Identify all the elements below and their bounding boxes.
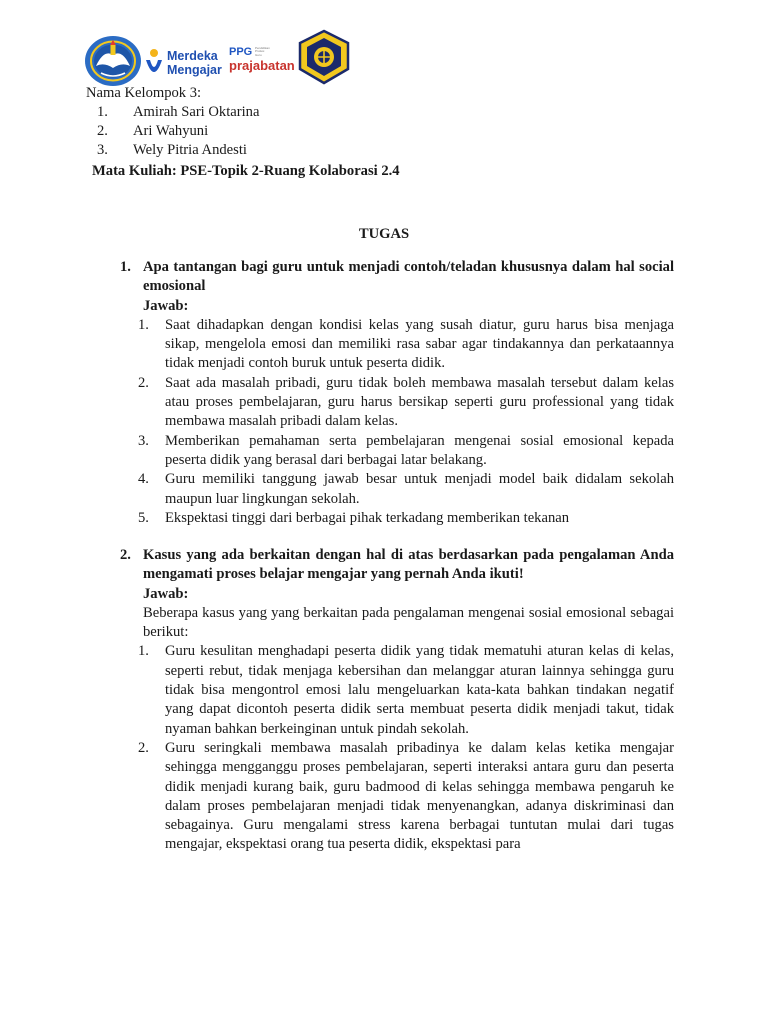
member-name: Wely Pitria Andesti xyxy=(133,142,247,158)
member-number: 1. xyxy=(97,104,108,120)
university-crest-logo xyxy=(296,29,352,85)
ppg-small-label: Pendidikan Profesi Guru xyxy=(255,46,270,57)
ppg-prajabatan-logo xyxy=(229,46,297,80)
question-text: Apa tantangan bagi guru untuk menjadi contoh/teladan khususnya dalam hal social emosional xyxy=(143,259,674,295)
ppg-label: PPG xyxy=(229,46,253,58)
answer-item xyxy=(138,374,674,432)
tut-wuri-handayani-logo xyxy=(84,35,142,87)
answer-number: 2. xyxy=(138,374,149,391)
group-title: Nama Kelompok 3: xyxy=(86,85,202,101)
answer-text: Saat ada masalah pribadi, guru tidak boleh membawa masalah tersebut dalam kelas atau proses pembelajaran, guru harus bersikap seperti guru professional yang tidak membawa masalah pribadi dalam kelas. xyxy=(165,374,674,430)
merdeka-mengajar-logo xyxy=(144,48,224,82)
answer-text: Guru kesulitan menghadapi peserta didik yang tidak mematuhi aturan kelas di kelas, seperti rebut, tidak menjaga kebersihan dan melanggar aturan lainnya sehingga guru tidak bisa mengontrol emosi lalu mengeluarkan kata-kata bahkan tindakan negatif yang dapat dicontoh peserta didik serta membuat peserta didik menjadi takut, tidak nyaman bahkan berkeinginan untuk pindah sekolah. xyxy=(165,643,674,737)
section-heading: TUGAS xyxy=(358,226,410,242)
member-number: 3. xyxy=(97,142,108,158)
answer-number: 4. xyxy=(138,471,149,488)
question-body xyxy=(138,546,674,855)
answer-number: 3. xyxy=(138,432,149,449)
member-item xyxy=(86,103,686,122)
answer-intro: Beberapa kasus yang yang berkaitan pada pengalaman mengenai sosial emosional sebagai berikut: xyxy=(143,604,674,641)
member-name: Ari Wahyuni xyxy=(133,123,209,139)
answer-number: 2. xyxy=(138,739,149,756)
answer-label: Jawab: xyxy=(143,297,189,314)
answer-number: 5. xyxy=(138,509,149,526)
answer-item xyxy=(138,642,674,738)
prajabatan-label: prajabatan xyxy=(229,58,295,73)
course-title: Mata Kuliah: PSE-Topik 2-Ruang Kolaborasi 2.4 xyxy=(92,163,400,179)
member-name: Amirah Sari Oktarina xyxy=(133,104,260,120)
logo-bar xyxy=(84,29,356,87)
merdeka-label: Merdeka xyxy=(167,49,218,63)
answer-text: Memberikan pemahaman serta pembelajaran mengenai sosial emosional kepada peserta didik yang berasal dari berbagai latar belakang. xyxy=(165,432,674,468)
mengajar-label: Mengajar xyxy=(167,63,222,77)
answer-number: 1. xyxy=(138,316,149,333)
merdeka-mengajar-icon xyxy=(144,48,164,80)
answer-text: Ekspektasi tinggi dari berbagai pihak terkadang memberikan tekanan xyxy=(165,509,570,526)
answer-list xyxy=(138,316,674,528)
answer-item xyxy=(138,470,674,509)
answer-item xyxy=(138,432,674,471)
question-number: 2. xyxy=(120,547,131,563)
member-number: 2. xyxy=(97,123,108,139)
answer-item xyxy=(138,316,674,374)
question-body xyxy=(138,258,674,528)
group-info xyxy=(86,84,686,160)
answer-item xyxy=(138,509,674,528)
answer-number: 1. xyxy=(138,643,149,660)
answer-list xyxy=(138,642,674,854)
answer-text: Guru memiliki tanggung jawab besar untuk menjadi model baik didalam sekolah maupun luar lingkungan sekolah. xyxy=(165,471,674,507)
question-text: Kasus yang ada berkaitan dengan hal di atas berdasarkan pada pengalaman Anda mengamati proses belajar mengajar yang pernah Anda ikuti! xyxy=(143,547,674,583)
question-number: 1. xyxy=(120,259,131,275)
member-item xyxy=(86,141,686,160)
answer-text: Saat dihadapkan dengan kondisi kelas yang susah diatur, guru harus bisa menjaga sikap, mengelola emosi dan memiliki rasa sabar agar tindakannya dan perkataannya tidak menjadi contoh buruk untuk peserta didik. xyxy=(165,316,674,372)
member-item xyxy=(86,122,686,141)
answer-item xyxy=(138,739,674,855)
answer-label: Jawab: xyxy=(143,585,189,602)
answer-text: Guru seringkali membawa masalah pribadinya ke dalam kelas ketika mengajar sehingga mengganggu proses pembelajaran, seperti interaksi antara guru dan peserta didik menjadi kurang baik, guru badmood di kelas sehingga membawa pengaruh ke dalam proses pembelajaran menjadi tidak menyenangkan, adanya diskriminasi dan sebagainya. Guru mengalami stress karena berbagai tuntutan mulai dari tugas mengajar, ekspektasi orang tua peserta didik, ekspektasi para xyxy=(165,739,674,853)
